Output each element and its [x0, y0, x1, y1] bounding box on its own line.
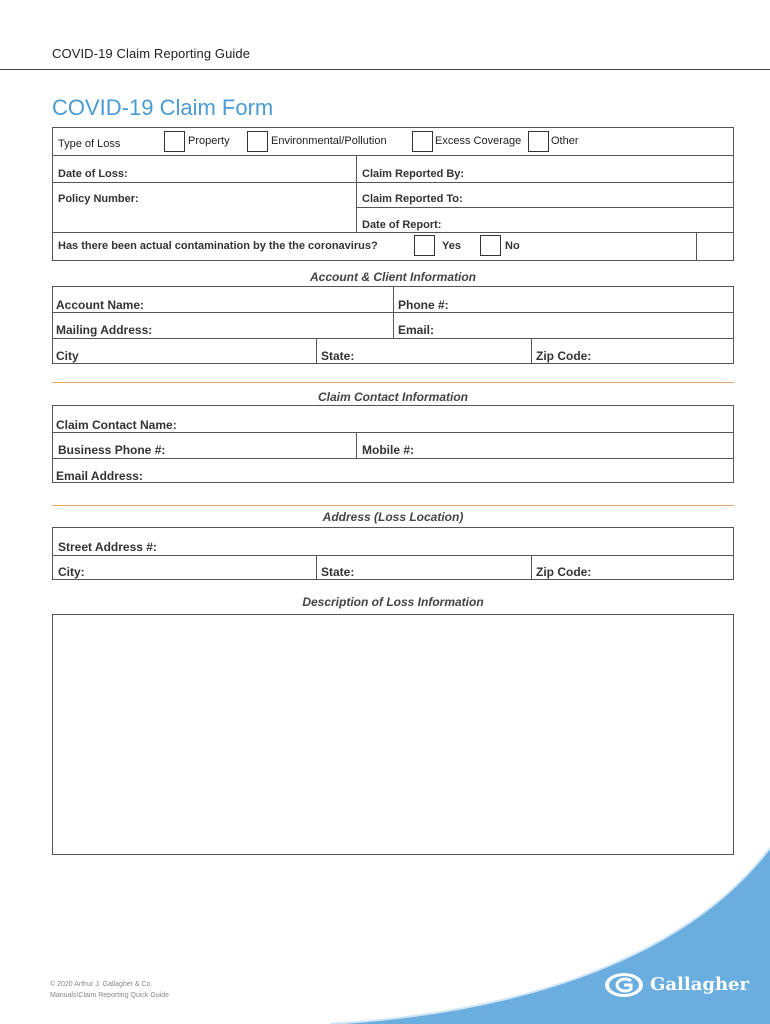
header-rule	[0, 69, 770, 70]
other-checkbox[interactable]	[528, 131, 549, 152]
yes-label: Yes	[442, 240, 461, 252]
environmental-label: Environmental/Pollution	[271, 135, 387, 147]
address-section-heading: Address (Loss Location)	[322, 510, 464, 524]
yes-checkbox[interactable]	[414, 235, 435, 256]
excess-coverage-checkbox[interactable]	[412, 131, 433, 152]
contamination-question: Has there been actual contamination by the the coronavirus?	[58, 240, 378, 252]
email-label: Email:	[398, 323, 435, 337]
date-of-report-label: Date of Report:	[362, 219, 442, 231]
claim-reported-by-label: Claim Reported By:	[362, 168, 465, 180]
gallagher-logo	[604, 971, 749, 1001]
contact-table	[52, 405, 734, 483]
policy-number-label: Policy Number:	[58, 193, 139, 205]
state-label: State:	[321, 349, 355, 363]
form-title: COVID-19 Claim Form	[52, 95, 274, 120]
address-zip-label: Zip Code:	[536, 565, 592, 579]
street-address-label: Street Address #:	[58, 540, 157, 554]
section-divider	[52, 382, 734, 383]
description-section-heading: Description of Loss Information	[302, 595, 484, 609]
account-section-heading: Account & Client Information	[310, 270, 476, 284]
document-path-text: Manuals\Claim Reporting Quick Guide	[50, 992, 170, 999]
contact-section-heading: Claim Contact Information	[317, 390, 468, 404]
description-textarea[interactable]	[52, 614, 734, 855]
loss-info-table	[52, 127, 734, 261]
account-name-label: Account Name:	[56, 298, 145, 312]
city-label: City	[56, 349, 79, 363]
phone-label: Phone #:	[398, 298, 449, 312]
business-phone-label: Business Phone #:	[58, 443, 166, 457]
other-label: Other	[551, 135, 579, 147]
no-checkbox[interactable]	[480, 235, 501, 256]
running-header: COVID-19 Claim Reporting Guide	[52, 46, 251, 61]
no-label: No	[505, 240, 520, 252]
address-state-label: State:	[321, 565, 355, 579]
claim-reported-to-label: Claim Reported To:	[362, 193, 463, 205]
excess-coverage-label: Excess Coverage	[435, 135, 522, 147]
property-checkbox[interactable]	[164, 131, 185, 152]
environmental-checkbox[interactable]	[247, 131, 268, 152]
address-table	[52, 527, 734, 580]
gallagher-logo-text: Gallagher	[650, 974, 749, 995]
section-divider	[52, 505, 734, 506]
copyright-text: © 2020 Arthur J. Gallagher & Co.	[50, 981, 153, 988]
claim-contact-name-label: Claim Contact Name:	[56, 418, 177, 432]
mailing-address-label: Mailing Address:	[56, 323, 153, 337]
gallagher-g-icon	[604, 972, 644, 998]
date-of-loss-label: Date of Loss:	[58, 168, 128, 180]
zip-code-label: Zip Code:	[536, 349, 592, 363]
address-city-label: City:	[58, 565, 85, 579]
email-address-label: Email Address:	[56, 469, 143, 483]
mobile-label: Mobile #:	[362, 443, 415, 457]
property-label: Property	[188, 135, 230, 147]
type-of-loss-label: Type of Loss	[58, 138, 121, 150]
account-table	[52, 286, 734, 364]
